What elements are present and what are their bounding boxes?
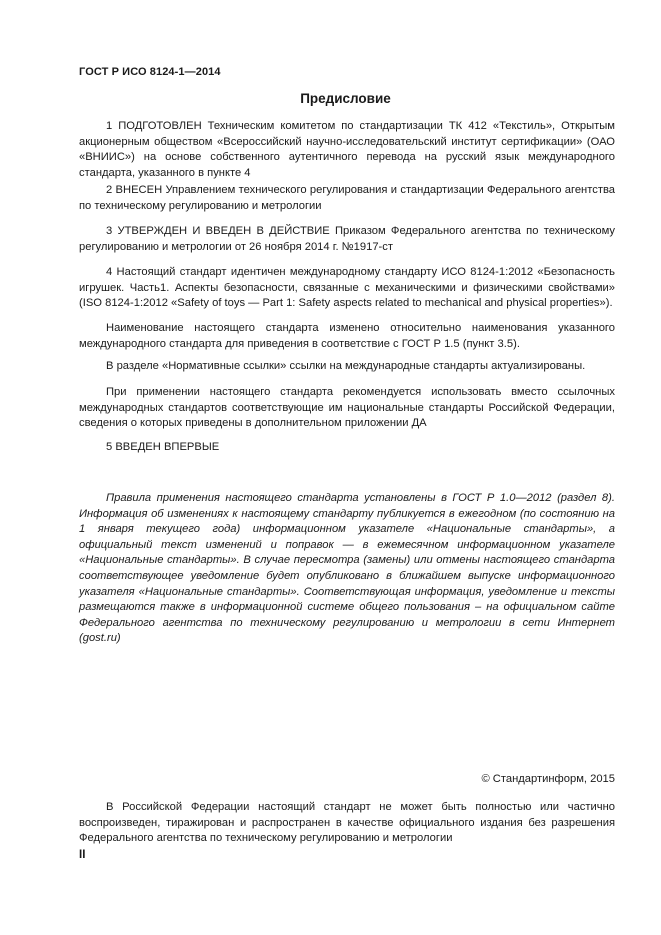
paragraph-identical-standard: 4 Настоящий стандарт идентичен международному стандарту ИСО 8124-1:2012 «Безопасность игрушек. Часть1. Аспекты безопасности, связанные с механическими и физическими свойствами» (ISO 8124-1:2012 «Safety of toys — Part 1: Safety aspects related to mechanical and physical properties»). — [79, 266, 615, 310]
paragraph-application-note: При применении настоящего стандарта рекомендуется использовать вместо ссылочных международных стандартов соответствующие им национальные стандарты Российской Федерации, сведения о которых приведены в дополнительном приложении ДА — [79, 386, 615, 430]
notice-block: Правила применения настоящего стандарта установлены в ГОСТ Р 1.0—2012 (раздел 8). Информация об изменениях к настоящему стандарту публикуется в ежегодном (по состоянию на 1 января текущего года) информационном указателе «Национальные стандарты», а официальный текст изменений и поправок — в ежемесячном информационном указателе «Национальные стандарты». В случае пересмотра (замены) или отмены настоящего стандарта соответствующее уведомление будет опубликовано в ближайшем выпуске информационного указателя «Национальные стандарты». Соответствующая информация, уведомление и тексты размещаются также в информационной системе общего пользования – на официальном сайте Федерального агентства по техническому регулированию и метрологии в сети Интернет (gost.ru) — [79, 492, 615, 645]
copyright-line: © Стандартинформ, 2015 — [481, 773, 615, 785]
paragraph-first-introduced: 5 ВВЕДЕН ВПЕРВЫЕ — [106, 441, 220, 453]
paragraph-approved: 3 УТВЕРЖДЕН И ВВЕДЕН В ДЕЙСТВИЕ Приказом Федерального агентства по техническому регулированию и метрологии от 26 ноября 2014 г. №1917-ст — [79, 225, 615, 253]
paragraph-introduced-by: 2 ВНЕСЕН Управлением технического регулирования и стандартизации Федерального агентства по техническому регулированию и метрологии — [79, 184, 615, 212]
page-title: Предисловие — [300, 91, 391, 106]
paragraph-references-updated: В разделе «Нормативные ссылки» ссылки на международные стандарты актуализированы. — [106, 360, 586, 372]
paragraph-prepared-by: 1 ПОДГОТОВЛЕН Техническим комитетом по стандартизации ТК 412 «Текстиль», Открытым акционерным обществом «Всероссийский научно-исследовательский институт сертификации» (ОАО «ВНИИС») на основе собственного аутентичного перевода на русский язык международного стандарта, указанного в пункте 4 — [79, 120, 615, 179]
rights-notice: В Российской Федерации настоящий стандарт не может быть полностью или частично воспроизведен, тиражирован и распространен в качестве официального издания без разрешения Федерального агентства по техническому регулированию и метрологии — [79, 801, 615, 845]
standard-code-header: ГОСТ Р ИСО 8124-1—2014 — [79, 66, 221, 78]
paragraph-name-changed: Наименование настоящего стандарта изменено относительно наименования указанного международного стандарта для приведения в соответствие с ГОСТ Р 1.5 (пункт 3.5). — [79, 322, 615, 350]
page-number: II — [79, 849, 86, 861]
